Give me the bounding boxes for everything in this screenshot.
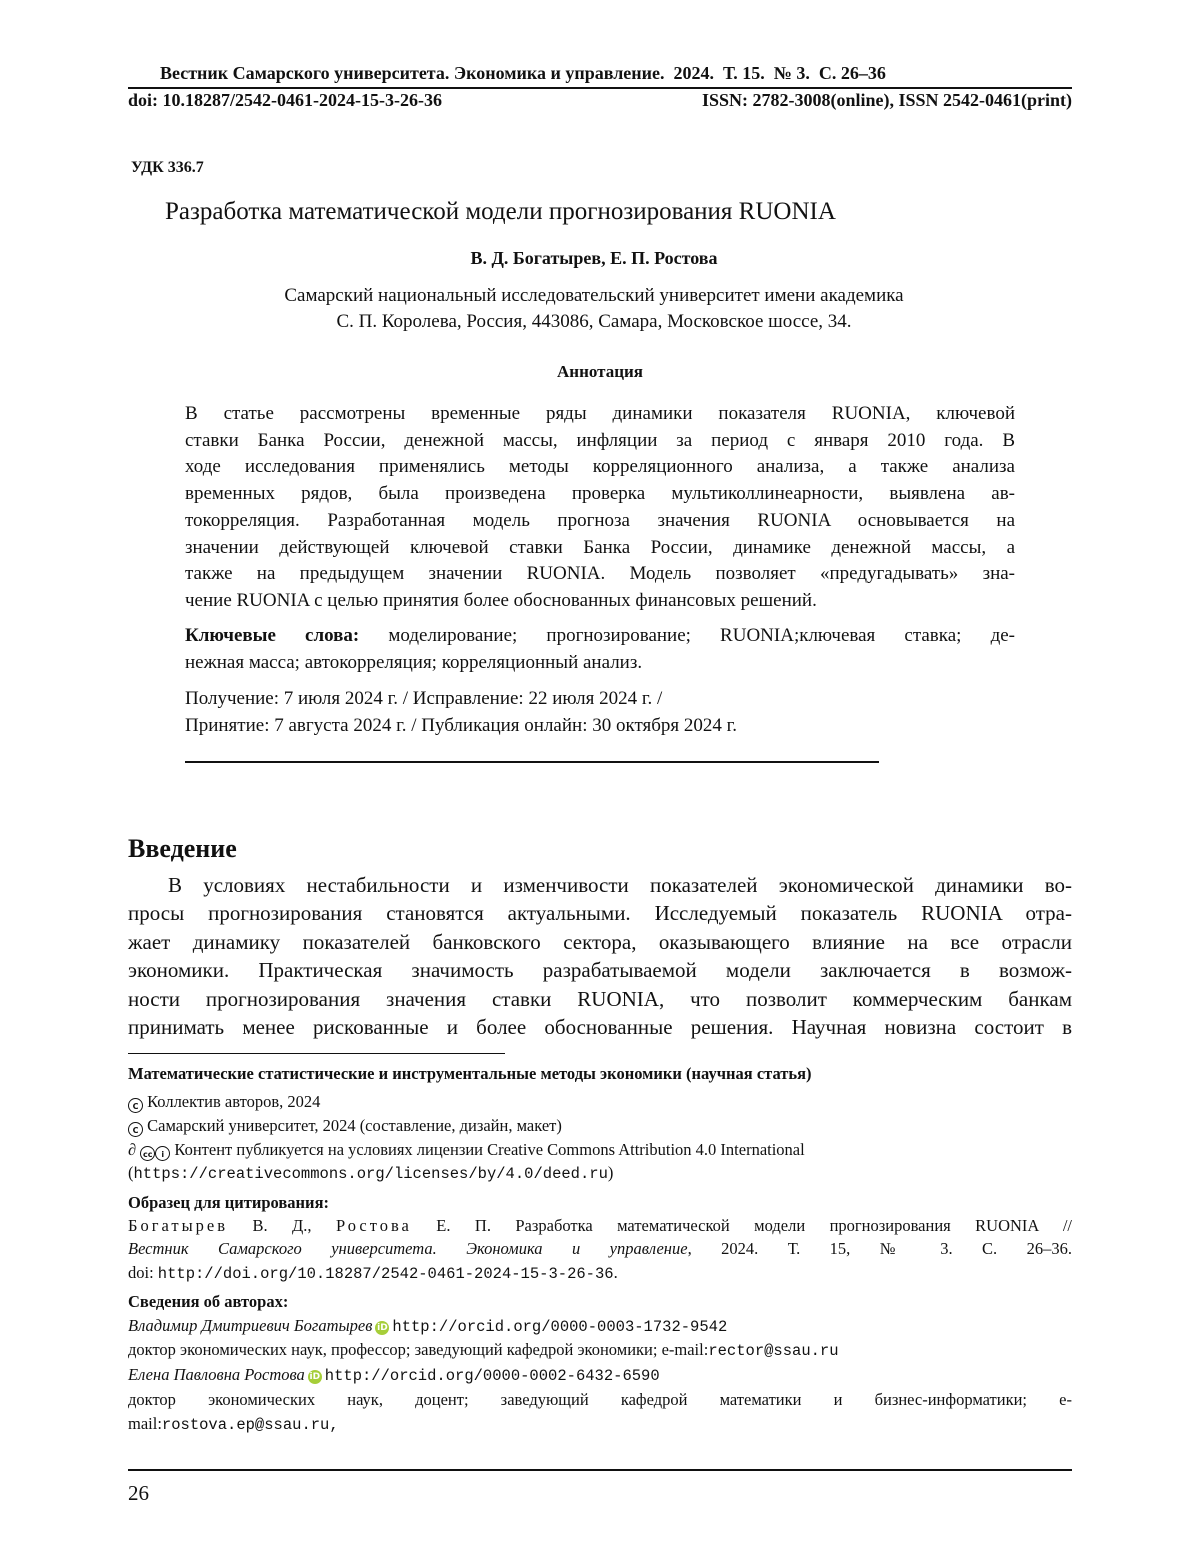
text-line: чение RUONIA с целью принятия более обоснованных финансовых решений.: [185, 588, 1015, 615]
license-url-line: (https://creativecommons.org/licenses/by/4.0/deed.ru): [128, 1163, 613, 1183]
text-line: В условиях нестабильности и изменчивости показателей экономической динамики во-: [128, 871, 1072, 899]
citation-journal: Вестник Самарского университета. Экономика и управление: [128, 1239, 688, 1258]
text-line: принимать менее рискованные и более обоснованные решения. Научная новизна состоит в: [128, 1013, 1072, 1041]
text-line: также на предыдущем значении RUONIA. Модель позволяет «предугадывать» зна-: [185, 561, 1015, 588]
copyright-icon: C: [128, 1098, 143, 1113]
text-line: ставки Банка России, денежной массы, инфляции за период с января 2010 года. В: [185, 428, 1015, 455]
cc-icon: cc: [140, 1146, 155, 1161]
footnote-rule: [128, 1053, 505, 1054]
keywords-label: Ключевые слова:: [185, 625, 359, 646]
abstract-rule: [185, 761, 879, 763]
author-name: Владимир Дмитриевич Богатырев: [128, 1316, 372, 1335]
license-text: Контент публикуется на условиях лицензии Creative Commons Attribution 4.0 International: [174, 1140, 804, 1159]
header-rule: [128, 87, 1072, 89]
license-url[interactable]: https://creativecommons.org/licenses/by/4.0/deed.ru: [134, 1165, 608, 1183]
orcid-icon: iD: [308, 1370, 322, 1384]
citation-initials: В. Д.,: [252, 1216, 311, 1235]
author-info: доктор экономических наук, профессор; заведующий кафедрой экономики; e-mail:: [128, 1340, 708, 1359]
orcid-link[interactable]: http://orcid.org/0000-0003-1732-9542: [392, 1318, 727, 1336]
author-2: [128, 1365, 660, 1385]
doi-link[interactable]: http://doi.org/10.18287/2542-0461-2024-15-3-26-36: [158, 1265, 614, 1283]
author-1-info: [128, 1340, 839, 1360]
affiliation-line: Самарский национальный исследовательский университет имени академика: [0, 285, 1188, 307]
email-link[interactable]: rector@ssau.ru: [708, 1342, 838, 1360]
citation-heading: Образец для цитирования:: [128, 1193, 329, 1213]
copyright-icon: C: [128, 1122, 143, 1137]
authors: В. Д. Богатырев, Е. П. Ростова: [0, 248, 1188, 269]
doi-label: doi:: [128, 1263, 154, 1282]
udk: УДК 336.7: [131, 159, 204, 177]
citation-doi: doi: http://doi.org/10.18287/2542-0461-2024-15-3-26-36.: [128, 1263, 618, 1283]
page-title: Разработка математической модели прогнозирования RUONIA: [165, 198, 836, 226]
intro-paragraph: [128, 871, 1072, 1041]
section-heading: Введение: [128, 834, 237, 864]
text-line: ности прогнозирования значения ставки RUONIA, что позволит коммерческим банкам: [128, 985, 1072, 1013]
text-line: значении действующей ключевой ставки Банка России, динамике денежной массы, а: [185, 535, 1015, 562]
text-line: ходе исследования применялись методы корреляционного анализа, а также анализа: [185, 454, 1015, 481]
text-line: токорреляция. Разработанная модель прогноза значения RUONIA основывается на: [185, 508, 1015, 535]
copyright-text: Самарский университет, 2024 (составление, дизайн, макет): [147, 1116, 562, 1135]
copyright-text: Коллектив авторов, 2024: [147, 1092, 320, 1111]
text-line: экономики. Практическая значимость разрабатываемой модели заключается в возмож-: [128, 956, 1072, 984]
abstract: [185, 401, 1015, 615]
text-line: жает динамику показателей банковского сектора, оказывающего влияние на все отрасли: [128, 928, 1072, 956]
text-line: временных рядов, была произведена проверка мультиколлинеарности, выявлена ав-: [185, 481, 1015, 508]
orcid-icon: iD: [375, 1321, 389, 1335]
doi: doi: 10.18287/2542-0461-2024-15-3-26-36: [128, 90, 442, 111]
citation-line: [128, 1216, 1072, 1236]
keywords-text: моделирование; прогнозирование; RUONIA;ключевая ставка; де-: [388, 625, 1015, 646]
authors-heading: Сведения об авторах:: [128, 1292, 288, 1312]
dates: Получение: 7 июля 2024 г. / Исправление: 22 июля 2024 г. /: [185, 688, 662, 710]
journal-header: Вестник Самарского университета. Экономика и управление. 2024. Т. 15. № 3. С. 26–36: [160, 63, 886, 84]
email-link[interactable]: rostova.ep@ssau.ru,: [162, 1416, 339, 1434]
attribution-icon: i: [155, 1146, 170, 1161]
citation-author: Ростова: [336, 1216, 412, 1235]
article-category: Математические статистические и инструментальные методы экономики (научная статья): [128, 1064, 812, 1084]
page-number: 26: [128, 1481, 149, 1506]
keywords: [185, 625, 1015, 647]
citation-text: Е. П. Разработка математической модели прогнозирования RUONIA //: [436, 1216, 1072, 1235]
affiliation-line: С. П. Королева, Россия, 443086, Самара, Московское шоссе, 34.: [0, 311, 1188, 333]
copyright-university: [128, 1116, 562, 1137]
citation-line: [128, 1239, 1072, 1259]
citation-author: Богатырев: [128, 1216, 228, 1235]
author-name: Елена Павловна Ростова: [128, 1365, 305, 1384]
author-2-email: [128, 1414, 339, 1434]
keywords-text: нежная масса; автокорреляция; корреляционный анализ.: [185, 652, 642, 674]
abstract-heading: Аннотация: [0, 362, 1200, 382]
text-line: просы прогнозирования становятся актуальными. Исследуемый показатель RUONIA отра-: [128, 899, 1072, 927]
text-line: В статье рассмотрены временные ряды динамики показателя RUONIA, ключевой: [185, 401, 1015, 428]
copyright-authors: [128, 1092, 320, 1113]
author-1: [128, 1316, 727, 1336]
issn: ISSN: 2782-3008(online), ISSN 2542-0461(print): [702, 90, 1072, 111]
dates: Принятие: 7 августа 2024 г. / Публикация онлайн: 30 октября 2024 г.: [185, 715, 737, 737]
citation-text: , 2024. Т. 15, № 3. С. 26–36.: [688, 1239, 1072, 1258]
author-info: mail:: [128, 1414, 162, 1433]
license: [128, 1140, 805, 1161]
open-access-icon: ∂: [128, 1140, 136, 1159]
author-2-info: доктор экономических наук, доцент; заведующий кафедрой математики и бизнес-информатики; е-: [128, 1390, 1072, 1410]
page-footer-rule: [128, 1469, 1072, 1471]
orcid-link[interactable]: http://orcid.org/0000-0002-6432-6590: [325, 1367, 660, 1385]
